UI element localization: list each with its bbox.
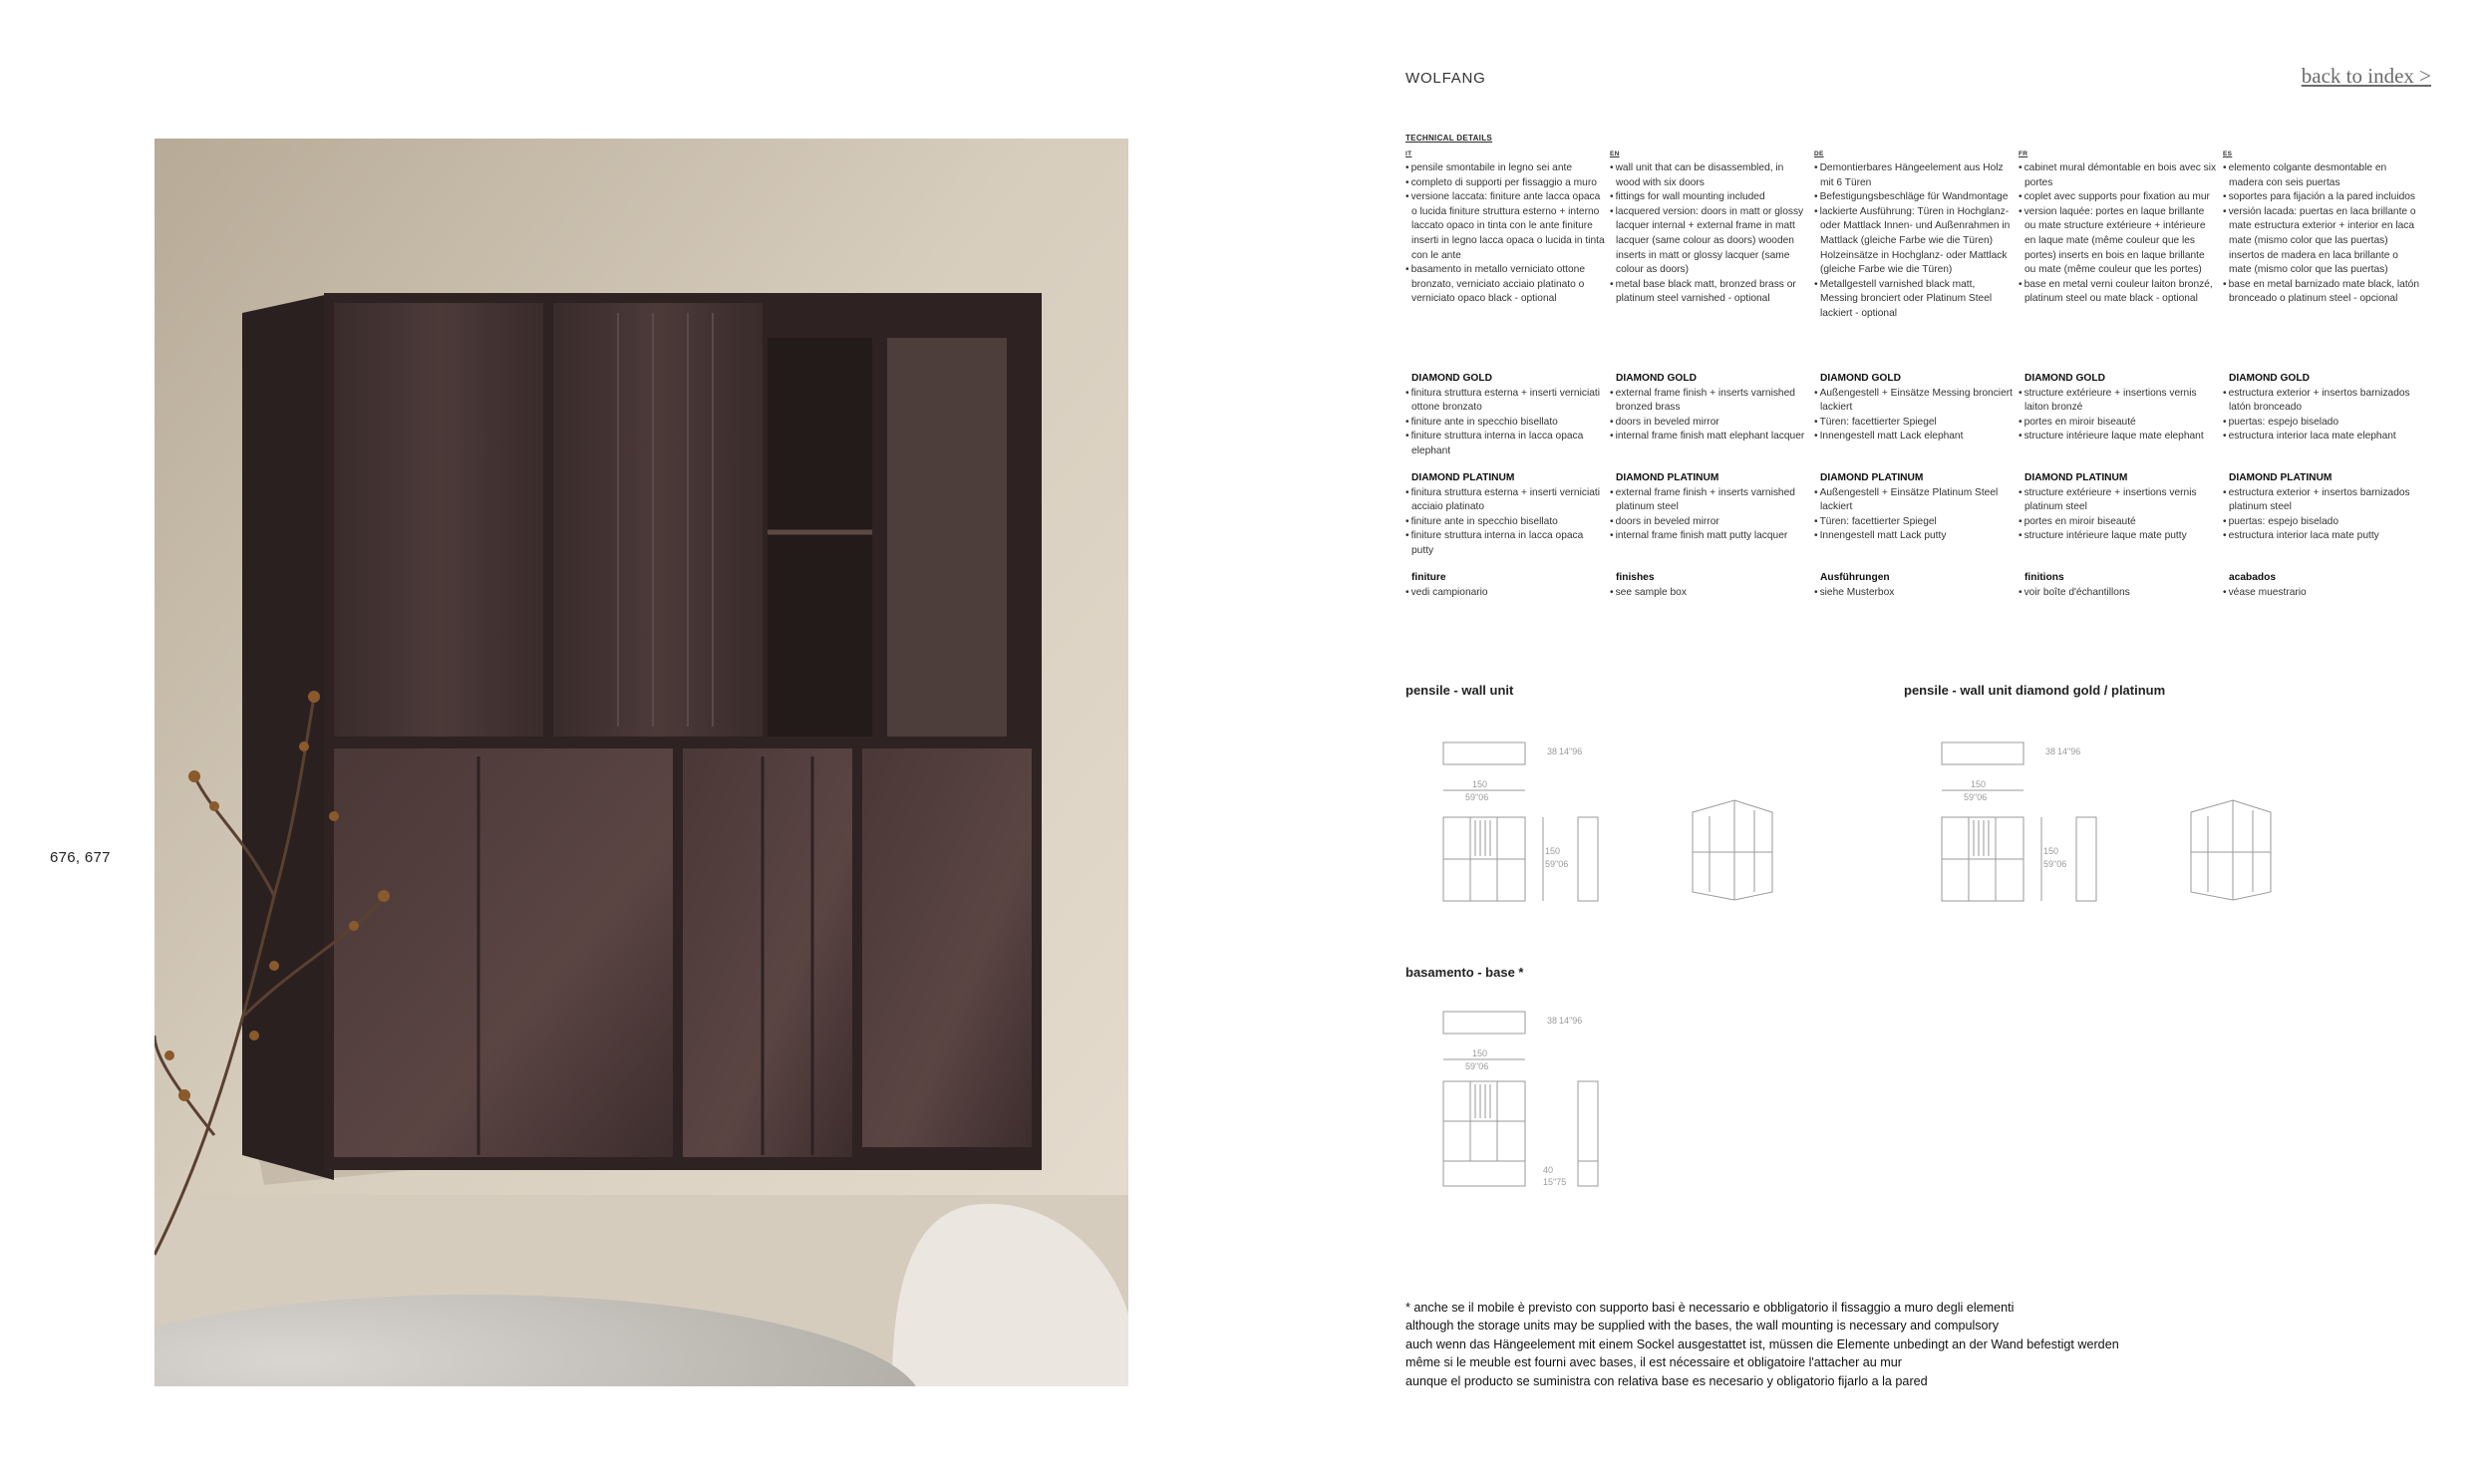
spec-item: • fittings for wall mounting included [1610,190,1809,205]
spec-item: • Außengestell + Einsätze Messing bronciert lackiert [1814,387,2014,416]
spec-list [2223,486,2422,544]
svg-text:14"96: 14"96 [1559,1016,1583,1026]
spec-item: • elemento colgante desmontable en madera con seis puertas [2223,161,2422,190]
diamond-gold-section [1814,372,2014,445]
spec-item: • estructura interior laca mate elephant [2223,430,2422,445]
spec-list [1610,586,1809,601]
svg-text:150: 150 [1472,1048,1488,1058]
spec-item: • versión lacada: puertas en laca brillante o mate estructura exterior + interior en laca mate (mismo color que las puertas) insertos de madera en laca brillante o mate (mismo color que las puertas) [2223,205,2422,278]
spec-item: • voir boîte d'échantillons [2019,586,2218,601]
section-title: DIAMOND GOLD [2024,373,2105,384]
section-title: finishes [1616,572,1655,583]
language-code: ES [2223,150,2233,157]
spec-item: • structure extérieure + insertions vernis platinum steel [2019,486,2218,515]
spec-item: • Innengestell matt Lack elephant [1814,430,2014,445]
spec-list [2019,586,2218,601]
spec-item: • basamento in metallo verniciato ottone bronzato, verniciato acciaio platinato o verniciato opaco black - optional [1405,263,1605,307]
spec-item: • metal base black matt, bronzed brass or platinum steel varnished - optional [1610,278,1809,307]
spec-item: • coplet avec supports pour fixation au mur [2019,190,2218,205]
diamond-platinum-section [1405,471,1605,559]
spec-item: • finiture struttura interna in lacca opaca elephant [1405,430,1605,458]
spec-item: • Außengestell + Einsätze Platinum Steel lackiert [1814,486,2014,515]
svg-text:59"06: 59"06 [1964,792,1988,802]
spec-list [2019,161,2218,307]
back-to-index-link[interactable]: back to index > [2301,64,2431,88]
spec-item: • structure intérieure laque mate elephant [2019,430,2218,445]
spec-item: • lacquered version: doors in matt or glossy lacquer internal + external frame in matt lacquer (same colour as doors) wooden inserts in matt or glossy lacquer (same colour as doors) [1610,205,1809,278]
spec-item: • portes en miroir biseauté [2019,515,2218,530]
spec-list [1814,161,2014,322]
technical-details-heading: TECHNICAL DETAILS [1405,134,1493,143]
spec-item: • completo di supporti per fissaggio a muro [1405,176,1605,191]
tech-column-de [1814,149,2014,598]
spec-list [2223,387,2422,445]
base-drawing [1435,1002,1635,1196]
svg-text:38: 38 [1547,1016,1558,1026]
spec-item: • puertas: espejo biselado [2223,416,2422,431]
spec-item: • version laquée: portes en laque brillante ou mate structure extérieure + intérieure en laque mate (même couleur que les portes) inserts en bois en laque brillante ou mate (même couleur que les portes) [2019,205,2218,278]
spec-item: • Befestigungsbeschläge für Wandmontage [1814,190,2014,205]
spec-item: • cabinet mural démontable en bois avec six portes [2019,161,2218,190]
spec-list [1405,586,1605,601]
spec-item: • internal frame finish matt putty lacquer [1610,529,1809,544]
section-title: DIAMOND PLATINUM [1616,472,1719,483]
base-label: basamento - base * [1405,965,1524,980]
spec-item: • versione laccata: finiture ante lacca opaca o lucida finiture struttura esterno + interno laccato opaco in tinta con le ante finiture inserti in legno lacca opaca o lucida in tinta con le ante [1405,190,1605,263]
height-in: 59"06 [1545,859,1569,869]
svg-text:59"06: 59"06 [2043,859,2067,869]
base-height-cm: 40 [1543,1165,1554,1175]
spec-item: • Metallgestell varnished black matt, Messing bronciert oder Platinum Steel lackiert - optional [1814,278,2014,322]
diamond-platinum-section [2019,471,2218,544]
spec-list [2223,161,2422,307]
svg-text:150: 150 [1971,779,1987,789]
spec-item: • portes en miroir biseauté [2019,416,2218,431]
svg-text:150: 150 [2043,846,2059,856]
spec-item: • external frame finish + inserts varnished platinum steel [1610,486,1809,515]
section-title: DIAMOND PLATINUM [1411,472,1515,483]
spec-list [1405,486,1605,559]
spec-item: • finitura struttura esterna + inserti verniciati ottone bronzato [1405,387,1605,416]
spec-item: • lackierte Ausführung: Türen in Hochglanz- oder Mattlack Innen- und Außenrahmen in Mattlack (gleiche Farbe wie die Türen) Holzeinsätze in Hochglanz- oder Mattlack (gleiche Farbe wie die Türen) [1814,205,2014,278]
spec-item: • external frame finish + inserts varnished bronzed brass [1610,387,1809,416]
section-title: finitions [2024,572,2064,583]
finishes-section [1610,571,1809,600]
diamond-platinum-section [2223,471,2422,544]
base-height-in: 15"75 [1543,1177,1567,1187]
language-code: EN [1610,150,1620,157]
spec-item: • structure intérieure laque mate putty [2019,529,2218,544]
diamond-gold-section [2223,372,2422,445]
footnote-line: although the storage units may be supplied with the bases, the wall mounting is necessary and compulsory [1405,1319,2000,1334]
spec-item: • doors in beveled mirror [1610,416,1809,431]
width-in: 59"06 [1465,792,1489,802]
spec-item: • estructura exterior + insertos barnizados latón bronceado [2223,387,2422,416]
diamond-platinum-section [1814,471,2014,544]
spec-item: • finiture struttura interna in lacca opaca putty [1405,529,1605,558]
spec-list [2019,387,2218,445]
spec-item: • estructura exterior + insertos barnizados platinum steel [2223,486,2422,515]
footnote-line: aunque el producto se suministra con relativa base es necesario y obligatorio fijarlo a la pared [1405,1373,1928,1388]
spec-item: • puertas: espejo biselado [2223,515,2422,530]
spec-list [1814,486,2014,544]
footnote-line: auch wenn das Hängeelement mit einem Sockel ausgestattet ist, müssen die Elemente unbedingt an der Wand befestigt werden [1405,1336,2119,1351]
section-title: DIAMOND GOLD [1411,373,1492,384]
diamond-gold-section [1610,372,1809,445]
spec-list [1814,586,2014,601]
footnote-line: * anche se il mobile è previsto con supporto basi è necessario e obbligatorio il fissaggio a muro degli elementi [1405,1301,2015,1315]
section-title: DIAMOND PLATINUM [2229,472,2333,483]
width-cm: 150 [1472,779,1488,789]
diamond-gold-section [2019,372,2218,445]
section-title: acabados [2229,572,2276,583]
wall-unit-gold-drawing [1934,733,2432,912]
spec-item: • base en metal barnizado mate black, latón bronceado o platinum steel - opcional [2223,278,2422,307]
section-title: DIAMOND GOLD [1616,373,1697,384]
section-title: Ausführungen [1820,572,1890,583]
product-photo [155,139,1128,1386]
section-title: DIAMOND PLATINUM [2024,472,2128,483]
diamond-gold-section [1405,372,1605,459]
spec-item: • finiture ante in specchio bisellato [1405,515,1605,530]
spec-list [2223,586,2422,601]
finishes-section [2223,571,2422,600]
spec-list [2019,486,2218,544]
page-number: 676, 677 [50,849,111,866]
spec-list [1405,387,1605,459]
spec-item: • wall unit that can be disassembled, in wood with six doors [1610,161,1809,190]
product-name: WOLFANG [1405,70,1486,87]
spec-item: • Türen: facettierter Spiegel [1814,515,2014,530]
spec-item: • vedi campionario [1405,586,1605,601]
finishes-section [1814,571,2014,600]
wall-unit-gold-label: pensile - wall unit diamond gold / platinum [1904,683,2166,698]
spec-item: • base en metal verni couleur laiton bronzé, platinum steel ou mate black - optional [2019,278,2218,307]
svg-text:38: 38 [2045,746,2056,756]
spec-item: • soportes para fijación a la pared incluidos [2223,190,2422,205]
svg-text:14"96: 14"96 [2057,746,2081,756]
spec-list [1610,486,1809,544]
section-title: DIAMOND GOLD [2229,373,2310,384]
language-code: IT [1405,150,1412,157]
depth-in: 14"96 [1559,746,1583,756]
spec-item: • Türen: facettierter Spiegel [1814,416,2014,431]
language-code: DE [1814,150,1824,157]
spec-list [1814,387,2014,445]
section-title: finiture [1411,572,1446,583]
tech-column-en [1610,149,1809,598]
footnote [1405,1299,2119,1390]
finishes-section [1405,571,1605,600]
spec-item: • internal frame finish matt elephant lacquer [1610,430,1809,445]
spec-item: • Innengestell matt Lack putty [1814,529,2014,544]
finishes-section [2019,571,2218,600]
spec-item: • finitura struttura esterna + inserti verniciati acciaio platinato [1405,486,1605,515]
wall-unit-label: pensile - wall unit [1405,683,1514,698]
tech-column-fr [2019,149,2218,598]
spec-item: • finiture ante in specchio bisellato [1405,416,1605,431]
spec-list [1610,161,1809,307]
spec-item: • doors in beveled mirror [1610,515,1809,530]
spec-item: • véase muestrario [2223,586,2422,601]
tech-column-es [2223,149,2422,598]
language-code: FR [2019,150,2028,157]
svg-text:59"06: 59"06 [1465,1061,1489,1071]
spec-item: • structure extérieure + insertions vernis laiton bronzé [2019,387,2218,416]
section-title: DIAMOND PLATINUM [1820,472,1924,483]
spec-list [1610,387,1809,445]
spec-item: • Demontierbares Hängeelement aus Holz mit 6 Türen [1814,161,2014,190]
spec-item: • siehe Musterbox [1814,586,2014,601]
section-title: DIAMOND GOLD [1820,373,1901,384]
spec-item: • pensile smontabile in legno sei ante [1405,161,1605,176]
spec-item: • see sample box [1610,586,1809,601]
footnote-line: même si le meuble est fourni avec bases, il est nécessaire et obligatoire l'attacher au mur [1405,1355,1903,1370]
spec-item: • estructura interior laca mate putty [2223,529,2422,544]
height-cm: 150 [1545,846,1561,856]
tech-column-it [1405,149,1605,598]
spec-list [1405,161,1605,307]
depth-cm: 38 [1547,746,1558,756]
diamond-platinum-section [1610,471,1809,544]
wall-unit-drawing [1435,733,1934,912]
